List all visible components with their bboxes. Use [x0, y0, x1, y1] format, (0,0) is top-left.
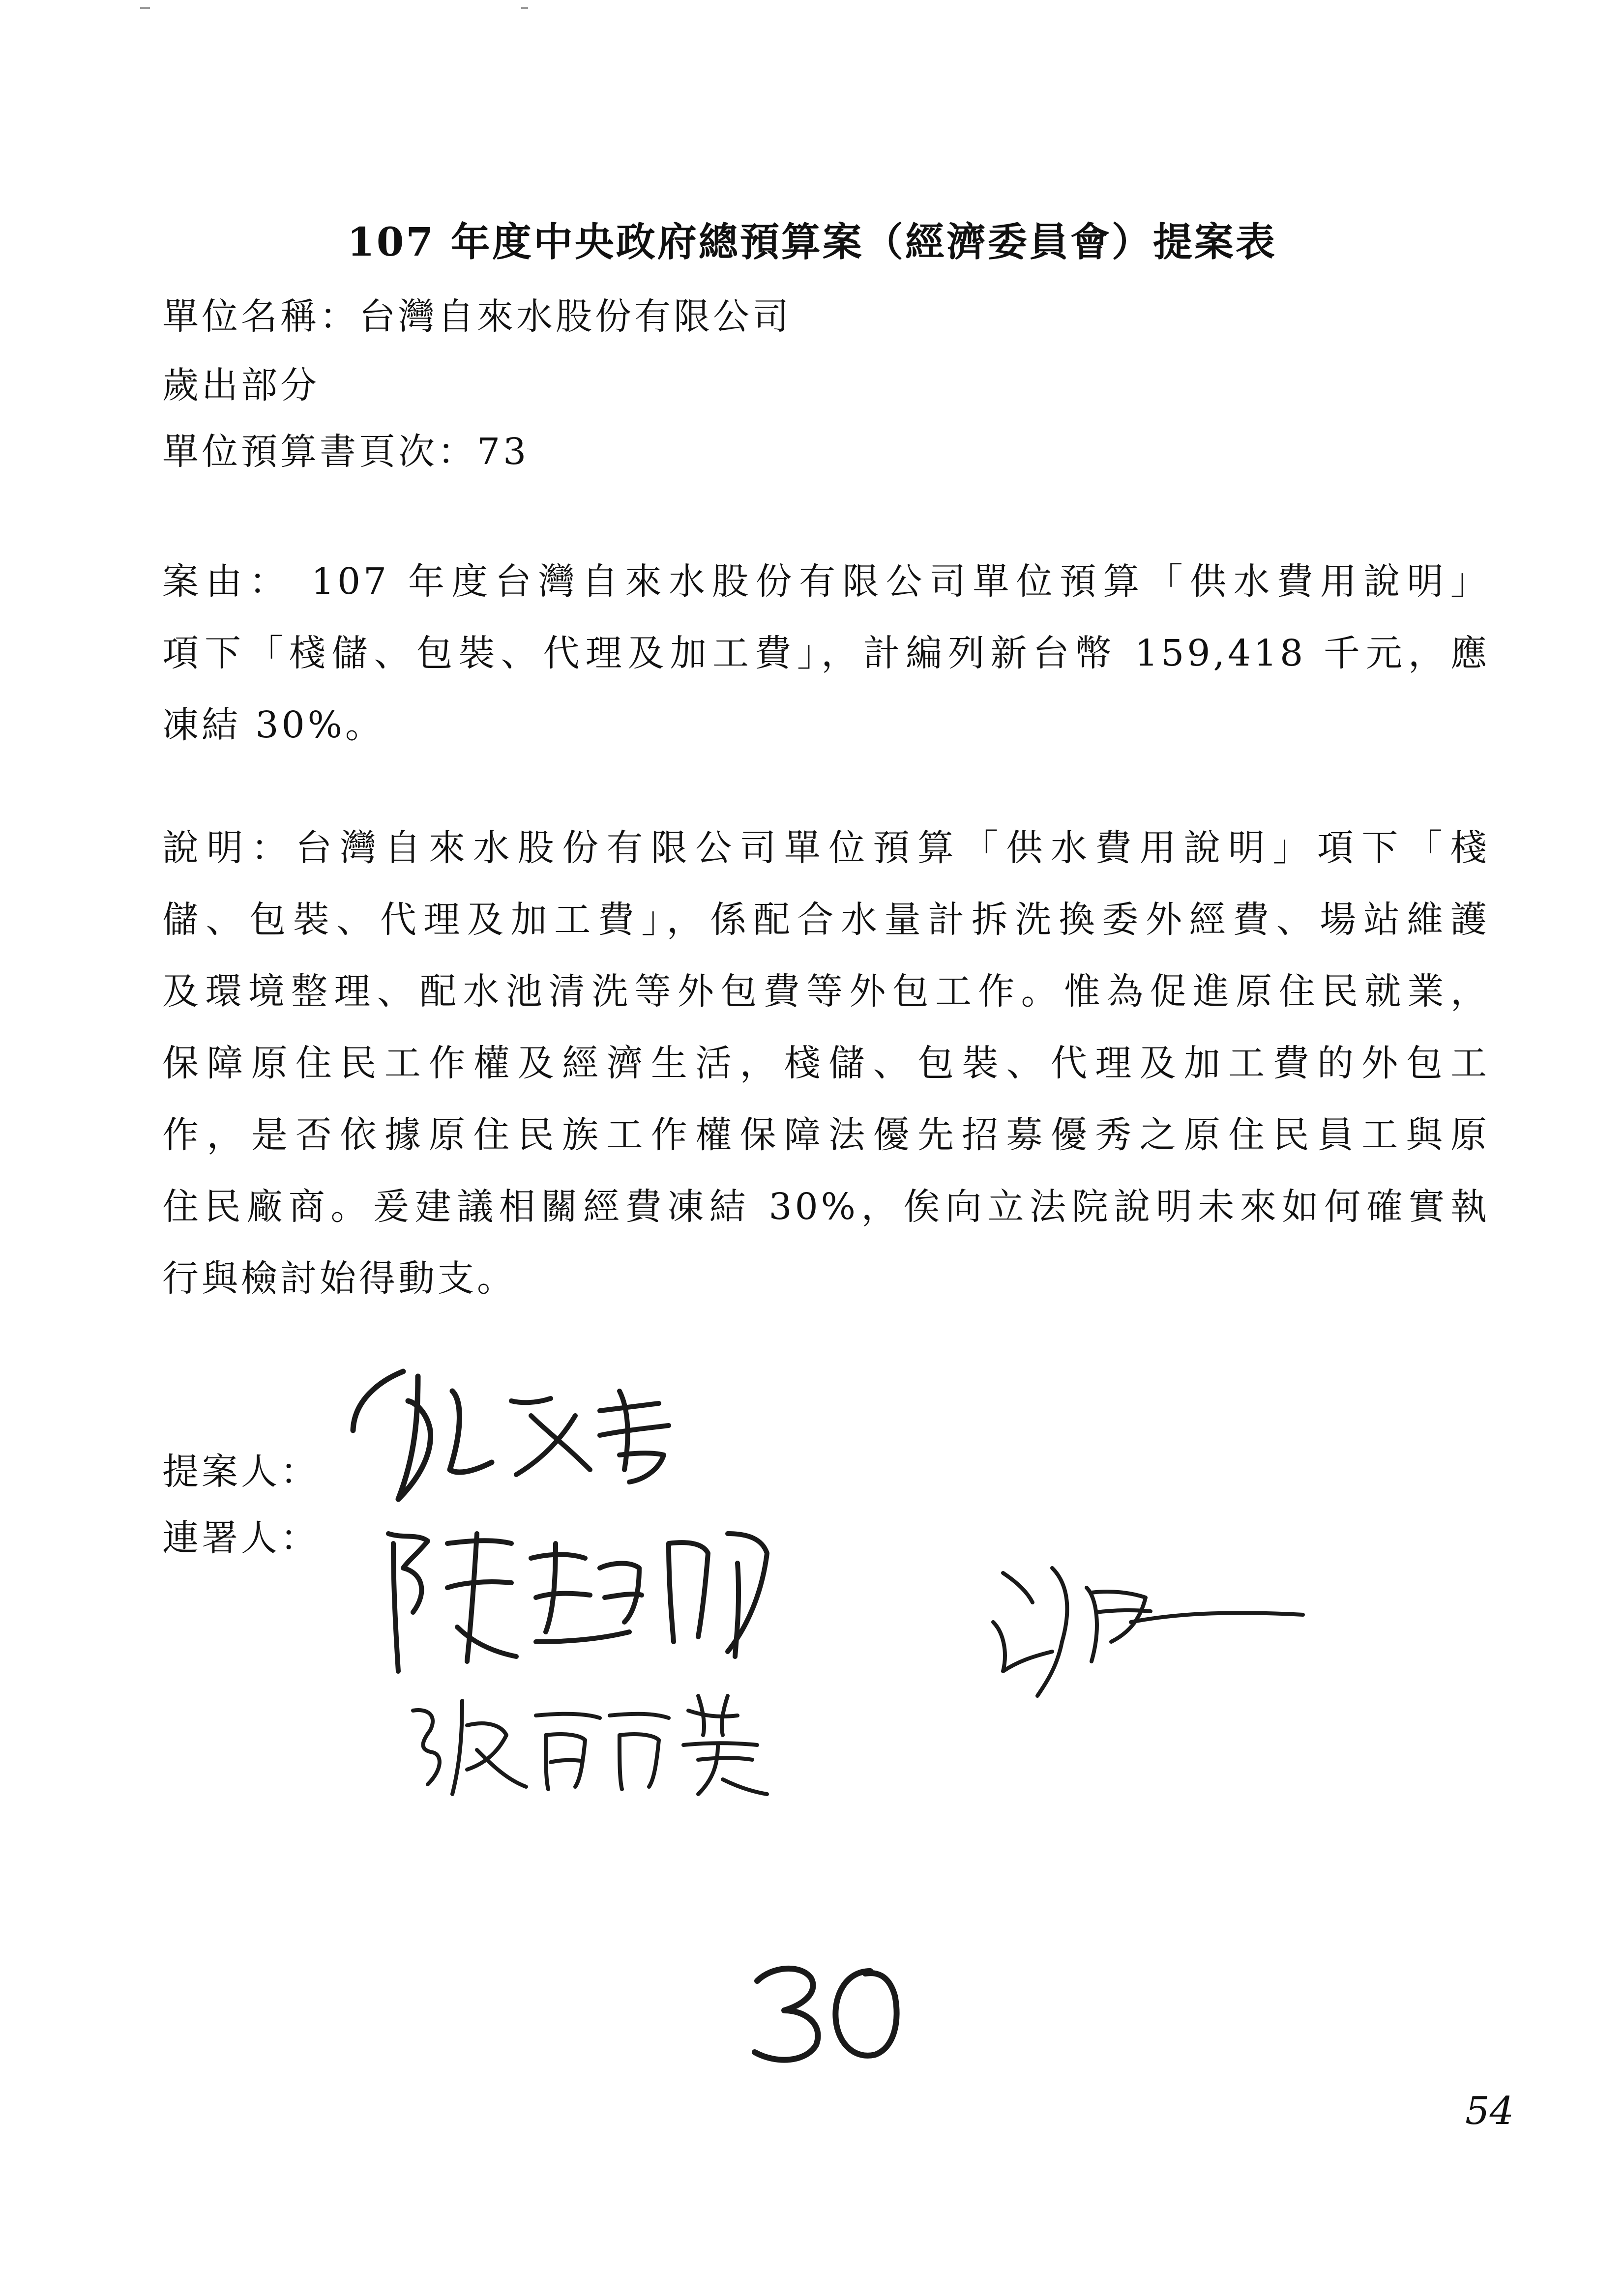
- proposer-signature: [344, 1357, 728, 1514]
- explanation-line: 作，是否依據原住民族工作權保障法優先招募優秀之原住民員工與原: [162, 1114, 1490, 1156]
- cosigner-signature: [403, 1681, 777, 1809]
- explanation-line: 及環境整理、配水池清洗等外包費等外包工作。惟為促進原住民就業，: [162, 970, 1490, 1013]
- explanation-line: 住民廠商。爰建議相關經費凍結 30%，俟向立法院說明未來如何確實執: [162, 1186, 1490, 1228]
- proposer-label: 提案人：: [162, 1451, 320, 1493]
- budget-page-ref: 單位預算書頁次：73: [162, 431, 530, 473]
- explanation-line: 保障原住民工作權及經濟生活，棧儲、包裝、代理及加工費的外包工: [162, 1042, 1490, 1084]
- section-label: 歲出部分: [162, 364, 320, 407]
- case-line: 案由： 107 年度台灣自來水股份有限公司單位預算「供水費用說明」: [162, 560, 1490, 603]
- scan-mark: [140, 7, 150, 9]
- explanation-paragraph: [162, 812, 1490, 1314]
- case-paragraph: [162, 546, 1490, 761]
- cosigner-signature: [374, 1514, 816, 1681]
- case-line: 凍結 30%。: [162, 704, 384, 746]
- explanation-line: 儲、包裝、代理及加工費」，係配合水量計拆洗換委外經費、場站維護: [162, 899, 1490, 941]
- cosigner-label: 連署人：: [162, 1517, 320, 1559]
- explanation-line: 說明：台灣自來水股份有限公司單位預算「供水費用說明」項下「棧: [162, 827, 1490, 869]
- handwritten-number: [738, 1956, 905, 2069]
- explanation-line: 行與檢討始得動支。: [162, 1257, 516, 1300]
- cosigner-signature: [983, 1553, 1328, 1701]
- scan-mark: [521, 7, 528, 9]
- unit-name: 單位名稱：台灣自來水股份有限公司: [162, 295, 792, 338]
- case-line: 項下「棧儲、包裝、代理及加工費」，計編列新台幣 159,418 千元，應: [162, 632, 1490, 674]
- document-title: 107 年度中央政府總預算案（經濟委員會）提案表: [347, 219, 1277, 265]
- page-number: 54: [1465, 2089, 1514, 2133]
